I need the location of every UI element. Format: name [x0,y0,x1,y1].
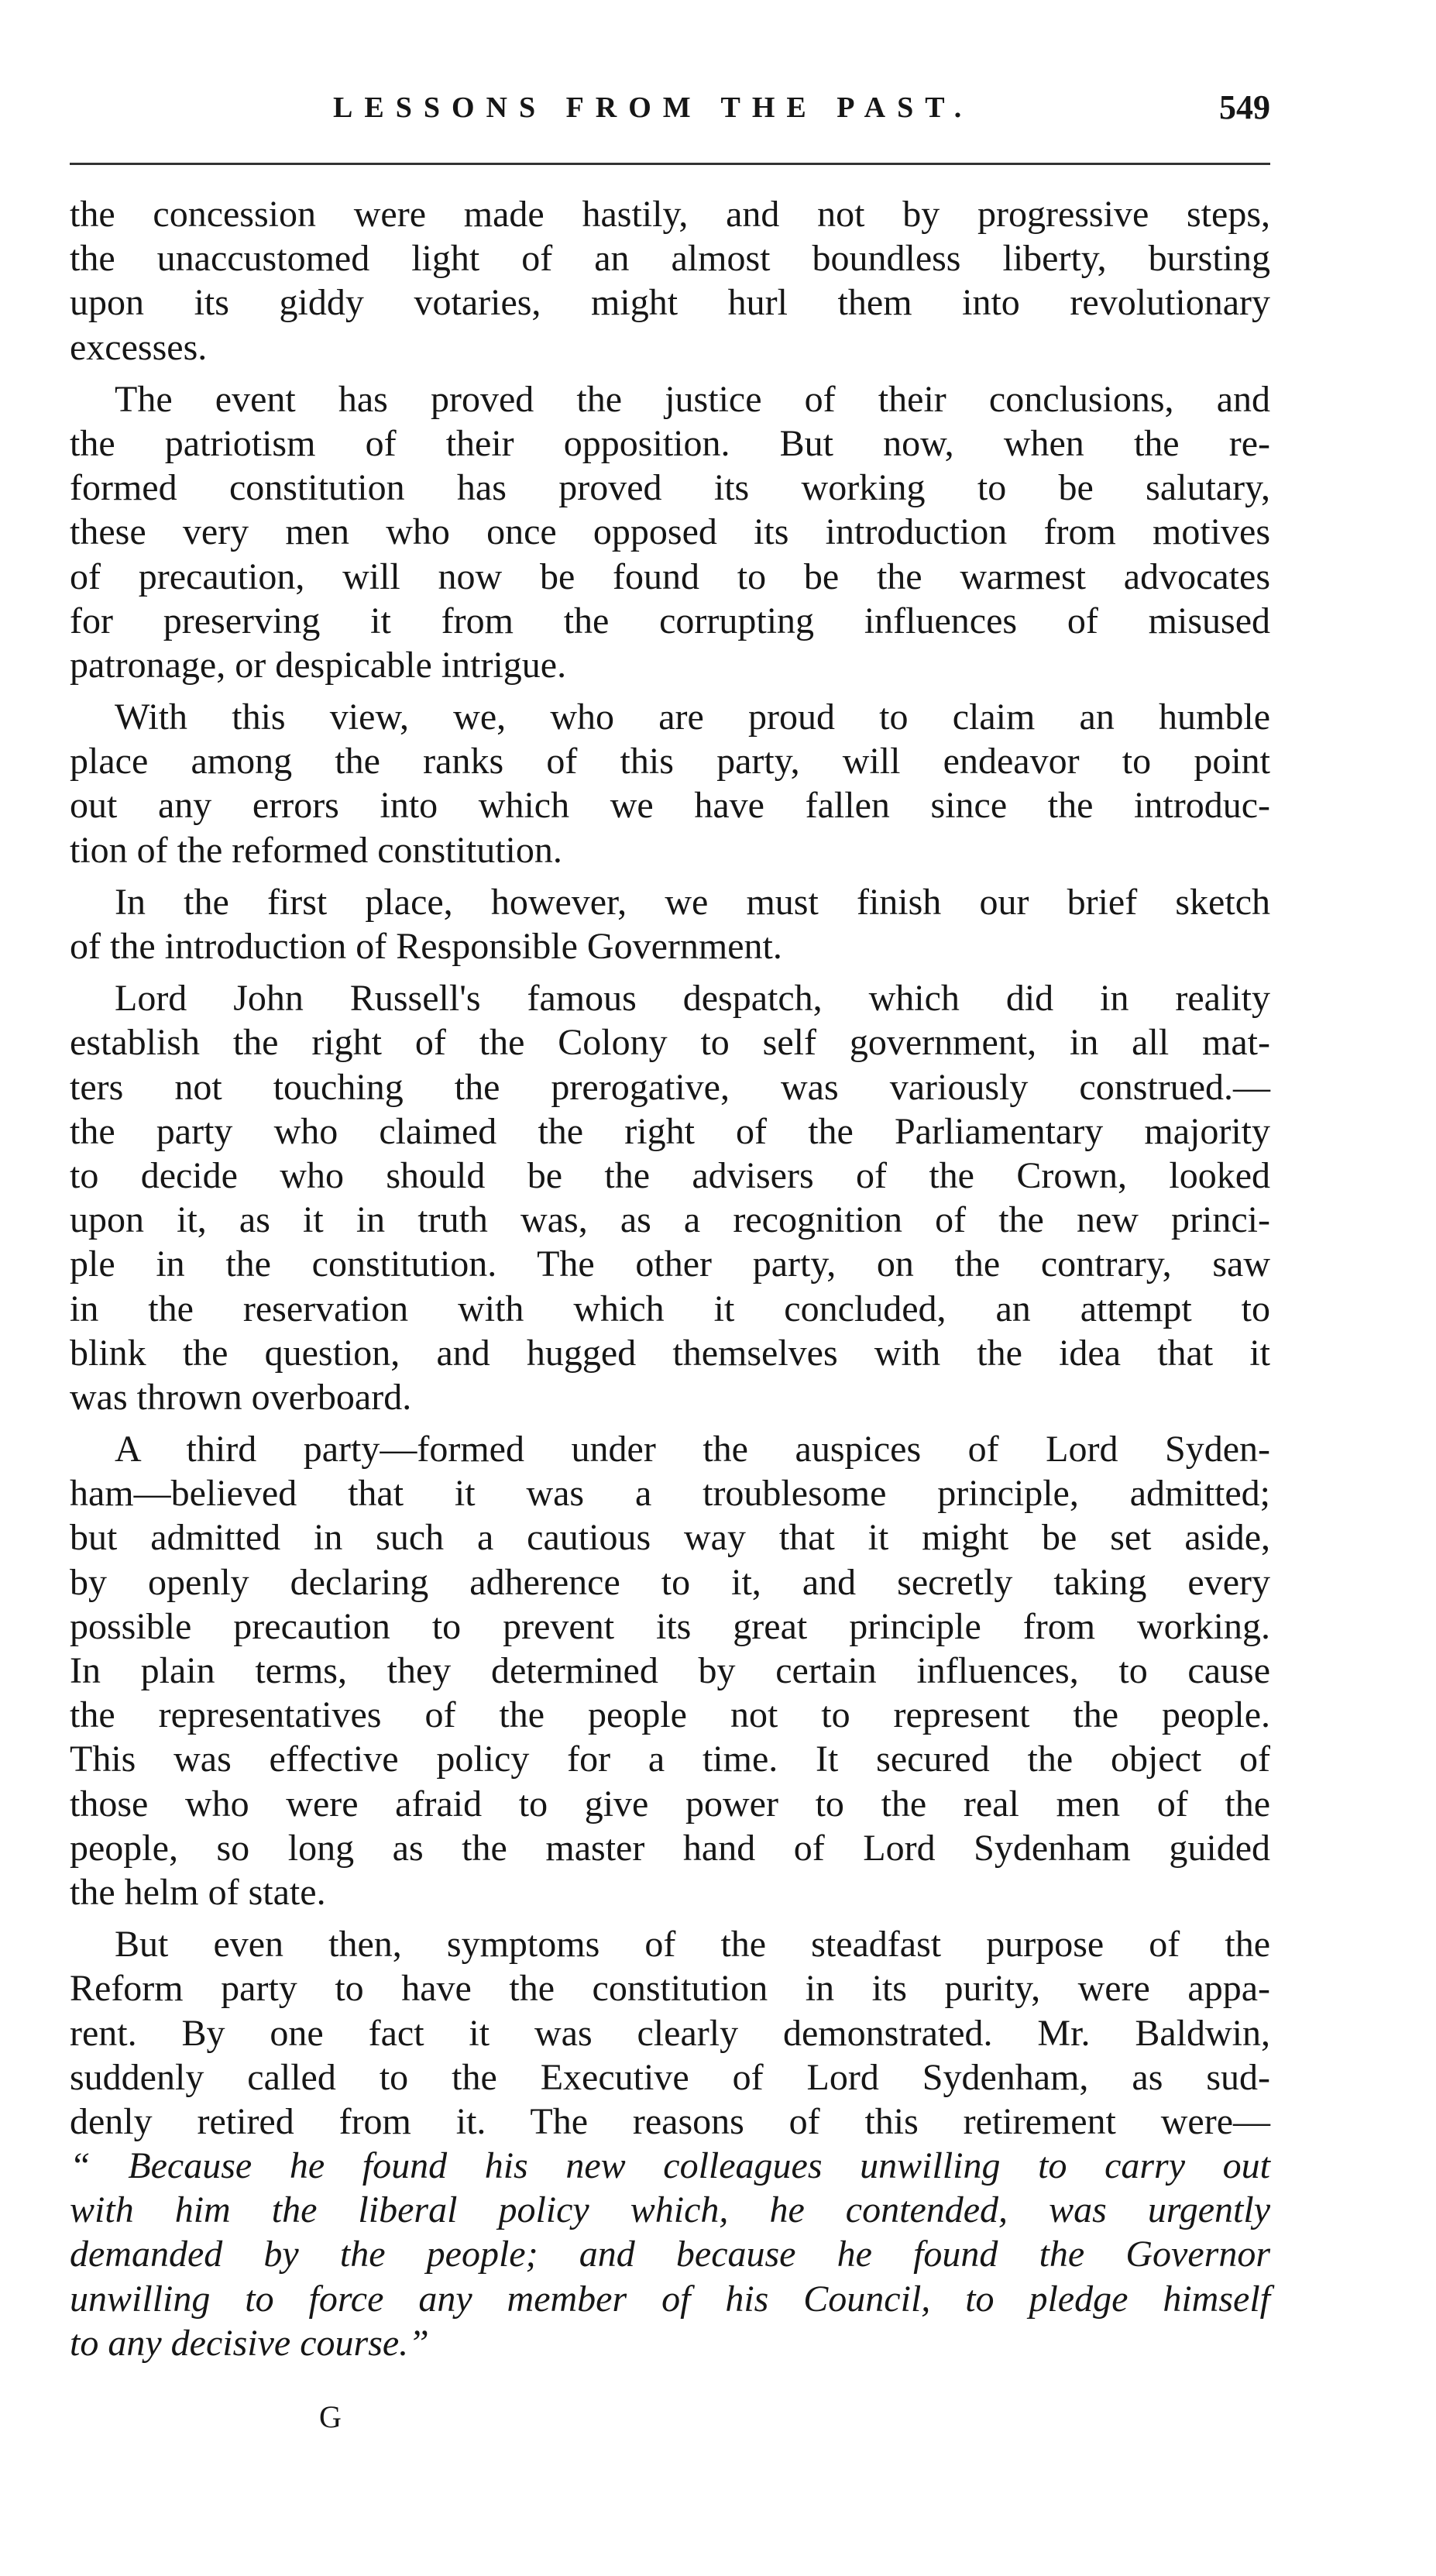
text-line: formed constitution has proved its working to be salutary, [70,467,1270,509]
quote-line: to any decisive course.” [70,2322,429,2364]
text-line: place among the ranks of this party, will endeavor to point [70,741,1270,782]
paragraph [70,976,1270,1419]
text-line: tion of the reformed constitution. [70,829,562,871]
text-line: ters not touching the prerogative, was variously construed.— [70,1066,1270,1108]
quote-line: with him the liberal policy which, he contended, was urgently [70,2189,1270,2231]
text-line: establish the right of the Colony to self government, in all mat- [70,1022,1270,1064]
text-line: of the introduction of Responsible Government. [70,926,782,967]
text-line: Lord John Russell's famous despatch, which did in reality [115,978,1270,1020]
text-line: upon its giddy votaries, might hurl them into revolutionary [70,282,1270,324]
text-line: In the first place, however, we must finish our brief sketch [115,881,1270,923]
text-line: denly retired from it. The reasons of this retirement were— [70,2100,1270,2142]
text-line: to decide who should be the advisers of the Crown, looked [70,1154,1270,1196]
text-line: upon it, as it in truth was, as a recognition of the new princi- [70,1199,1270,1241]
quote-line: “ Because he found his new colleagues unwilling to carry out [70,2145,1270,2187]
page-number: 549 [1219,88,1270,126]
text-line: the concession were made hastily, and not by progressive steps, [70,194,1270,235]
text-line: the party who claimed the right of the Parliamentary majority [70,1110,1270,1152]
paragraph [70,880,1270,968]
text-line: In plain terms, they determined by certain influences, to cause [70,1650,1270,1691]
text-line: excesses. [70,326,208,368]
text-line: possible precaution to prevent its great principle from working. [70,1605,1270,1647]
running-head [70,81,1270,135]
text-line: the patriotism of their opposition. But now, when the re- [70,422,1270,464]
paragraph [70,1427,1270,1914]
body-text [70,192,1270,2365]
text-line: the unaccustomed light of an almost boundless liberty, bursting [70,238,1270,280]
running-title: LESSONS FROM THE PAST. [333,91,974,124]
text-line: suddenly called to the Executive of Lord Sydenham, as sud- [70,2056,1270,2098]
text-line: ple in the constitution. The other party, on the contrary, saw [70,1243,1270,1285]
header-rule [70,163,1270,165]
signature-mark: G [319,2399,342,2434]
text-line: blink the question, and hugged themselves with the idea that it [70,1332,1270,1374]
quote-line: unwilling to force any member of his Council, to pledge himself [70,2278,1270,2320]
text-line: The event has proved the justice of their conclusions, and [115,378,1270,420]
text-line: the helm of state. [70,1871,326,1913]
paragraph [70,695,1270,872]
text-line: was thrown overboard. [70,1376,412,1418]
text-line: but admitted in such a cautious way that it might be set aside, [70,1517,1270,1559]
text-line: by openly declaring adherence to it, and secretly taking every [70,1561,1270,1603]
text-line: of precaution, will now be found to be the warmest advocates [70,555,1270,597]
text-line: out any errors into which we have fallen since the introduc- [70,785,1270,827]
quote-line: demanded by the people; and because he found the Governor [70,2234,1270,2275]
paragraph [70,1922,1270,2365]
text-line: But even then, symptoms of the steadfast purpose of the [115,1924,1270,1966]
text-line: those who were afraid to give power to the real men of the [70,1783,1270,1825]
text-line: the representatives of the people not to represent the people. [70,1694,1270,1736]
text-line: patronage, or despicable intrigue. [70,644,567,686]
text-line: people, so long as the master hand of Lord Sydenham guided [70,1827,1270,1869]
paragraph [70,377,1270,687]
text-line: With this view, we, who are proud to claim an humble [115,696,1270,738]
paragraph [70,192,1270,370]
text-line: in the reservation with which it concluded, an attempt to [70,1288,1270,1329]
text-line: This was effective policy for a time. It secured the object of [70,1739,1270,1780]
text-line: these very men who once opposed its introduction from motives [70,511,1270,553]
text-line: A third party—formed under the auspices of Lord Syden- [115,1429,1270,1470]
text-line: rent. By one fact it was clearly demonstrated. Mr. Baldwin, [70,2012,1270,2054]
text-line: ham—believed that it was a troublesome principle, admitted; [70,1473,1270,1515]
text-line: Reform party to have the constitution in its purity, were appa- [70,1968,1270,2010]
text-line: for preserving it from the corrupting influences of misused [70,600,1270,641]
